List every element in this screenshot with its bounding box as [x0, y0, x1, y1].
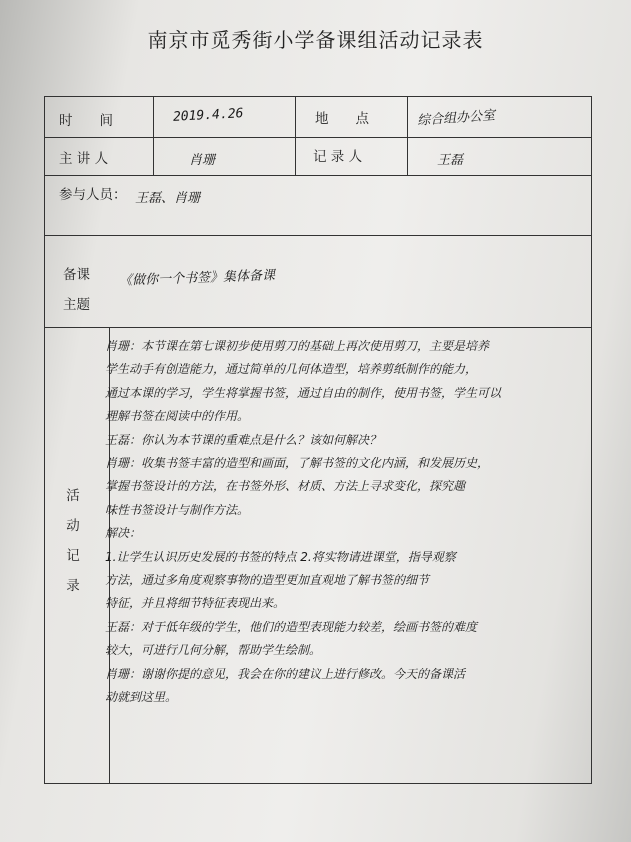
time-label: 时 间 [59, 113, 113, 129]
record-line: 较大，可进行几何分解，帮助学生绘制。 [105, 643, 322, 658]
speaker-label: 主 讲 人 [59, 151, 109, 167]
recorder-value: 王磊 [437, 153, 464, 168]
record-line: 王磊：你认为本节课的重难点是什么？该如何解决？ [105, 432, 382, 447]
time-value: 2019.4.26 [172, 106, 244, 125]
record-line: 动就到这里。 [105, 690, 178, 705]
record-line: 味性书签设计与制作方法。 [105, 502, 250, 517]
place-label: 地 点 [315, 111, 369, 127]
record-line: 学生动手有创造能力，通过简单的几何体造型，培养剪纸制作的能力， [105, 362, 478, 377]
record-line: 肖珊：收集书签丰富的造型和画面，了解书签的文化内涵，和发展历史， [105, 456, 490, 471]
record-form [44, 96, 592, 784]
record-line: 解决： [105, 526, 142, 541]
record-line: 1.让学生认识历史发展的书签的特点 2.将实物请进课堂，指导观察 [105, 549, 456, 564]
record-line: 王磊：对于低年级的学生，他们的造型表现能力较差，绘画书签的难度 [105, 619, 478, 634]
speaker-value: 肖珊 [189, 153, 216, 168]
participants-label: 参与人员： [59, 187, 127, 203]
row-divider [45, 327, 591, 328]
row-divider [45, 175, 591, 176]
record-line: 特征，并且将细节特征表现出来。 [105, 596, 286, 611]
row-divider [45, 137, 591, 138]
record-line: 通过本课的学习，学生将掌握书签，通过自由的制作，使用书签，学生可以 [105, 385, 502, 400]
column-divider [295, 97, 296, 175]
participants-value: 王磊、肖珊 [135, 191, 201, 206]
record-label-3: 记 [66, 548, 80, 564]
record-line: 理解书签在阅读中的作用。 [105, 409, 250, 424]
record-line: 掌握书签设计的方法，在书签外形、材质、方法上寻求变化，探究趣 [105, 479, 466, 494]
topic-value: 《做你一个书签》集体备课 [118, 268, 276, 289]
column-divider [407, 97, 408, 175]
column-divider [153, 97, 154, 175]
record-label-4: 录 [66, 578, 80, 594]
record-line: 肖珊：谢谢你提的意见，我会在你的建议上进行修改。今天的备课活 [105, 666, 466, 681]
record-label-2: 动 [66, 518, 80, 534]
record-label-1: 活 [66, 488, 80, 504]
record-line: 方法，通过多角度观察事物的造型更加直观地了解书签的细节 [105, 573, 430, 588]
activity-record [105, 335, 587, 710]
place-value: 综合组办公室 [416, 108, 496, 129]
record-line: 肖珊：本节课在第七课初步使用剪刀的基础上再次使用剪刀，主要是培养 [105, 339, 490, 353]
recorder-label: 记 录 人 [313, 149, 363, 165]
topic-label-line1: 备课 [63, 267, 90, 283]
topic-label-line2: 主题 [63, 297, 90, 313]
row-divider [45, 235, 591, 236]
page-title: 南京市觅秀街小学备课组活动记录表 [147, 28, 484, 52]
